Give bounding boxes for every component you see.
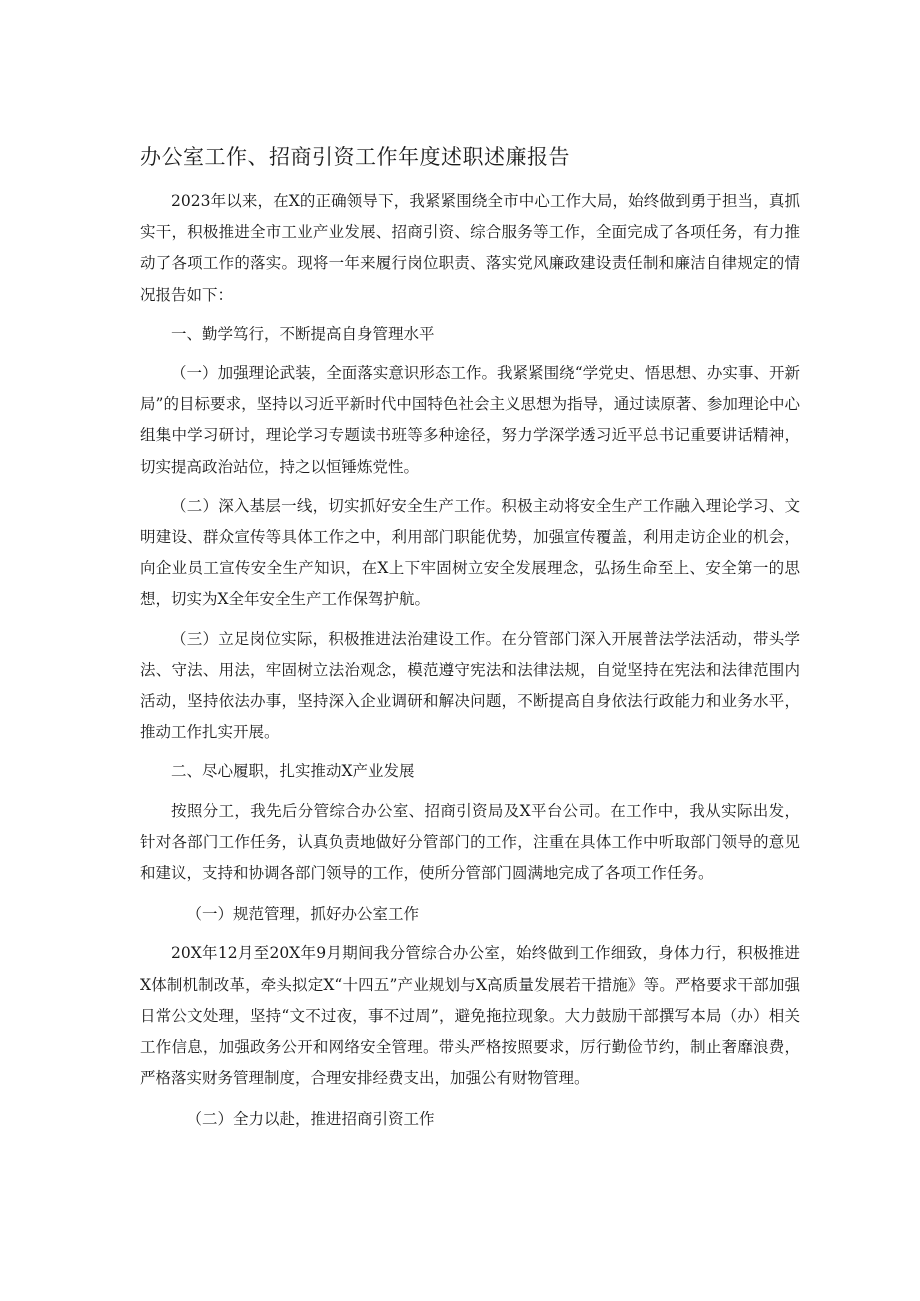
- document-title: 办公室工作、招商引资工作年度述职述廉报告: [140, 145, 570, 169]
- section-1-item-1: （一）加强理论武装，全面落实意识形态工作。我紧紧围绕“学党史、悟思想、办实事、开新局”的目标要求，坚持以习近平新时代中国特色社会主义思想为指导，通过读原著、参加理论中心组集中学习研讨，理论学习专题读书班等多种途径，努力学深学透习近平总书记重要讲话精神，切实提高政治站位，持之以恒锤炼党性。: [140, 364, 800, 476]
- section-2-sub-2-heading: （二）全力以赴，推进招商引资工作: [186, 1110, 435, 1129]
- intro-paragraph: 2023年以来，在X的正确领导下，我紧紧围绕全市中心工作大局，始终做到勇于担当，真抓实干，积极推进全市工业产业发展、招商引资、综合服务等工作，全面完成了各项任务，有力推动了各项工作的落实。现将一年来履行岗位职责、落实党风廉政建设责任制和廉洁自律规定的情况报告如下：: [140, 192, 800, 304]
- section-2-paragraph: 按照分工，我先后分管综合办公室、招商引资局及X平台公司。在工作中，我从实际出发，针对各部门工作任务，认真负责地做好分管部门的工作，注重在具体工作中听取部门领导的意见和建议，支持和协调各部门领导的工作，使所分管部门圆满地完成了各项工作任务。: [140, 801, 800, 883]
- section-2-sub-1-text: 20X年12月至20X年9月期间我分管综合办公室，始终做到工作细致，身体力行，积极推进X体制机制改革，牵头拟定X“十四五”产业规划与X高质量发展若干措施》等。严格要求干部加强日常公文处理，坚持“文不过夜，事不过周”，避免拖拉现象。大力鼓励干部撰写本局（办）相关工作信息，加强政务公开和网络安全管理。带头严格按照要求，厉行勤俭节约，制止奢靡浪费，严格落实财务管理制度，合理安排经费支出，加强公有财物管理。: [140, 944, 800, 1088]
- section-2-sub-1-heading: （一）规范管理，抓好办公室工作: [186, 905, 420, 924]
- section-1-heading: 一、勤学笃行，不断提高自身管理水平: [171, 324, 435, 343]
- section-1-item-3: （三）立足岗位实际，积极推进法治建设工作。在分管部门深入开展普法学法活动，带头学法、守法、用法，牢固树立法治观念，模范遵守宪法和法律法规，自觉坚持在宪法和法律范围内活动，坚持依法办事，坚持深入企业调研和解决问题，不断提高自身依法行政能力和业务水平，推动工作扎实开展。: [140, 629, 800, 742]
- section-2-heading: 二、尽心履职，扎实推动X产业发展: [171, 762, 415, 781]
- section-1-item-2: （二）深入基层一线，切实抓好安全生产工作。积极主动将安全生产工作融入理论学习、文明建设、群众宣传等具体工作之中，利用部门职能优势，加强宣传覆盖，利用走访企业的机会，向企业员工宣传安全生产知识，在X上下牢固树立安全发展理念，弘扬生命至上、安全第一的思想，切实为X全年安全生产工作保驾护航。: [140, 496, 800, 609]
- document-body: [140, 186, 800, 1136]
